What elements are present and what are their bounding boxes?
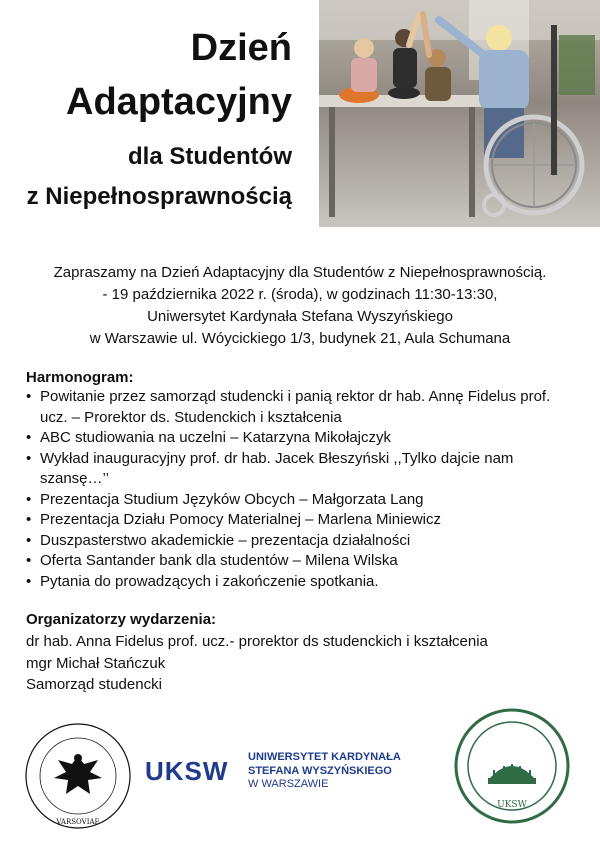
intro-line-date: - 19 października 2022 r. (środa), w godzinach 11:30-13:30,: [102, 286, 498, 303]
uksw-name-line: W WARSZAWIE: [248, 778, 329, 790]
schedule-list: [26, 387, 566, 592]
seal-caption: VARSOVIAE: [56, 818, 100, 826]
intro-line-address: w Warszawie ul. Wóycickiego 1/3, budynek 21, Aula Schumana: [89, 330, 511, 347]
organizer-item: Samorząd studencki: [26, 676, 162, 693]
seal-bottom-caption: UKSW: [497, 800, 527, 810]
student-council-seal-logo: [452, 706, 572, 826]
schedule-heading: Harmonogram:: [26, 369, 134, 386]
schedule-item: • Pytania do prowadzących i zakończenie spotkania.: [26, 572, 566, 593]
schedule-item: • Prezentacja Studium Języków Obcych – Małgorzata Lang: [26, 490, 566, 511]
organizer-item: mgr Michał Stańczuk: [26, 654, 166, 672]
poster-subtitle-line1: dla Studentów: [128, 143, 292, 170]
uksw-name-line: STEFANA WYSZYŃSKIEGO: [248, 764, 392, 777]
schedule-item: • Wykład inauguracyjny prof. dr hab. Jacek Błeszyński ,,Tylko dajcie nam szansę…’’: [26, 449, 566, 490]
schedule-item: • Powitanie przez samorząd studencki i panią rektor dr hab. Annę Fidelus prof. ucz. – Prorektor ds. Studenckich i kształcenia: [26, 387, 566, 428]
intro-line: Zapraszamy na Dzień Adaptacyjny dla Studentów z Niepełnosprawnością.: [53, 264, 547, 281]
students-high-five-photo: [319, 0, 600, 227]
intro-line: Uniwersytet Kardynała Stefana Wyszyńskiego: [147, 308, 453, 325]
schedule-item: • Oferta Santander bank dla studentów – Milena Wilska: [26, 551, 566, 572]
schedule-item: • ABC studiowania na uczelni – Katarzyna Mikołajczyk: [26, 428, 566, 449]
uksw-logo-name: [248, 751, 401, 792]
university-seal-logo: [22, 718, 134, 836]
schedule-item: • Duszpasterstwo akademickie – prezentacja działalności: [26, 531, 566, 552]
organizer-item: dr hab. Anna Fidelus prof. ucz.- prorektor ds studenckich i kształcenia: [26, 633, 488, 650]
poster-title-line1: Dzień: [190, 27, 292, 69]
organizers-heading: Organizatorzy wydarzenia:: [26, 611, 217, 628]
organizers-list: [26, 631, 488, 696]
uksw-name-line: UNIWERSYTET KARDYNAŁA: [248, 751, 401, 763]
uksw-logo-mark: UKSW: [145, 756, 229, 786]
event-intro: [20, 262, 580, 350]
schedule-item: • Prezentacja Działu Pomocy Materialnej – Marlena Miniewicz: [26, 510, 566, 531]
poster-subtitle-line2: z Niepełnosprawnością: [26, 183, 292, 210]
poster-title-line2: Adaptacyjny: [66, 81, 292, 123]
